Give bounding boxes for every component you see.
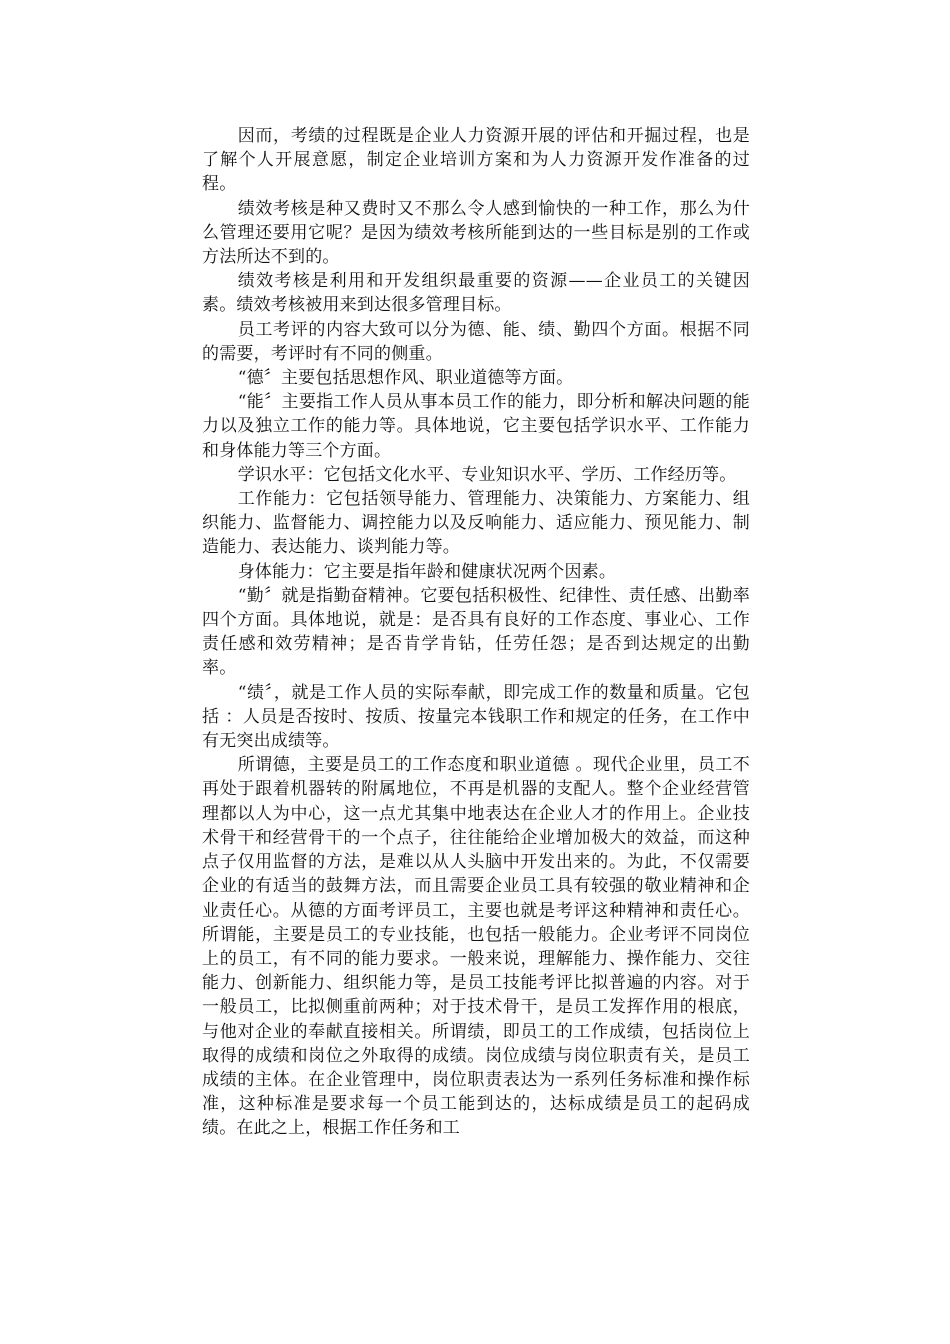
document-body (202, 124, 750, 1141)
paragraph: 工作能力：它包括领导能力、管理能力、决策能力、方案能力、组织能力、监督能力、调控能力以及反响能力、适应能力、预见能力、制造能力、表达能力、谈判能力等。 (202, 489, 750, 558)
paragraph: 员工考评的内容大致可以分为德、能、绩、勤四个方面。根据不同的需要，考评时有不同的侧重。 (202, 319, 750, 364)
paragraph: 绩效考核是种又费时又不那么令人感到愉快的一种工作，那么为什么管理还要用它呢？是因为绩效考核所能到达的一些目标是别的工作或方法所达不到的。 (202, 198, 750, 268)
paragraph: 身体能力：它主要是指年龄和健康状况两个因素。 (237, 561, 617, 582)
paragraph: “勤〞就是指勤奋精神。它要包括积极性、纪律性、责任感、出勤率四个方面。具体地说，就是：是否具有良好的工作态度、事业心、工作责任感和效劳精神；是否肯学肯钻，任劳任怨；是否到达规定的出勤率。 (202, 585, 750, 679)
paragraph: “德〞主要包括思想作风、职业道德等方面。 (237, 368, 574, 389)
paragraph: 绩效考核是利用和开发组织最重要的资源——企业员工的关键因素。绩效考核被用来到达很多管理目标。 (202, 271, 750, 316)
paragraph: 学识水平：它包括文化水平、专业知识水平、学历、工作经历等。 (237, 464, 737, 485)
paragraph: 因而，考绩的过程既是企业人力资源开展的评估和开掘过程，也是了解个人开展意愿，制定企业培训方案和为人力资源开发作准备的过程。 (202, 126, 750, 195)
paragraph: “能〞主要指工作人员从事本员工作的能力，即分析和解决问题的能力以及独立工作的能力等。具体地说，它主要包括学识水平、工作能力和身体能力等三个方面。 (202, 392, 750, 461)
paragraph: 所谓德，主要是员工的工作态度和职业道德 。现代企业里，员工不再处于跟着机器转的附属地位，不再是机器的支配人。整个企业经营管理都以人为中心，这一点尤其集中地表达在企业人才的作用上。企业技术骨干和经营骨干的一个点子，往往能给企业增加极大的效益，而这种点子仅用监督的方法，是难以从人头脑中开发出来的。为此，不仅需要企业的有适当的鼓舞方法，而且需要企业员工具有较强的敬业精神和企业责任心。从德的方面考评员工，主要也就是考评这种精神和责任心。所谓能，主要是员工的专业技能，也包括一般能力。企业考评不同岗位上的员工，有不同的能力要求。一般来说，理解能力、操作能力、交往能力、创新能力、组织能力等，是员工技能考评比拟普遍的内容。对于一般员工，比拟侧重前两种；对于技术骨干，是员工发挥作用的根底，与他对企业的奉献直接相关。所谓绩，即员工的工作成绩，包括岗位上取得的成绩和岗位之外取得的成绩。岗位成绩与岗位职责有关，是员工成绩的主体。在企业管理中，岗位职责表达为一系列任务标准和操作标准，这种标准是要求每一个员工能到达的，达标成绩是员工的起码成绩。在此之上，根据工作任务和工 (202, 755, 750, 1139)
paragraph: “绩〞，就是工作人员的实际奉献，即完成工作的数量和质量。它包括 ：人员是否按时、按质、按量完本钱职工作和规定的任务，在工作中有无突出成绩等。 (202, 682, 750, 752)
